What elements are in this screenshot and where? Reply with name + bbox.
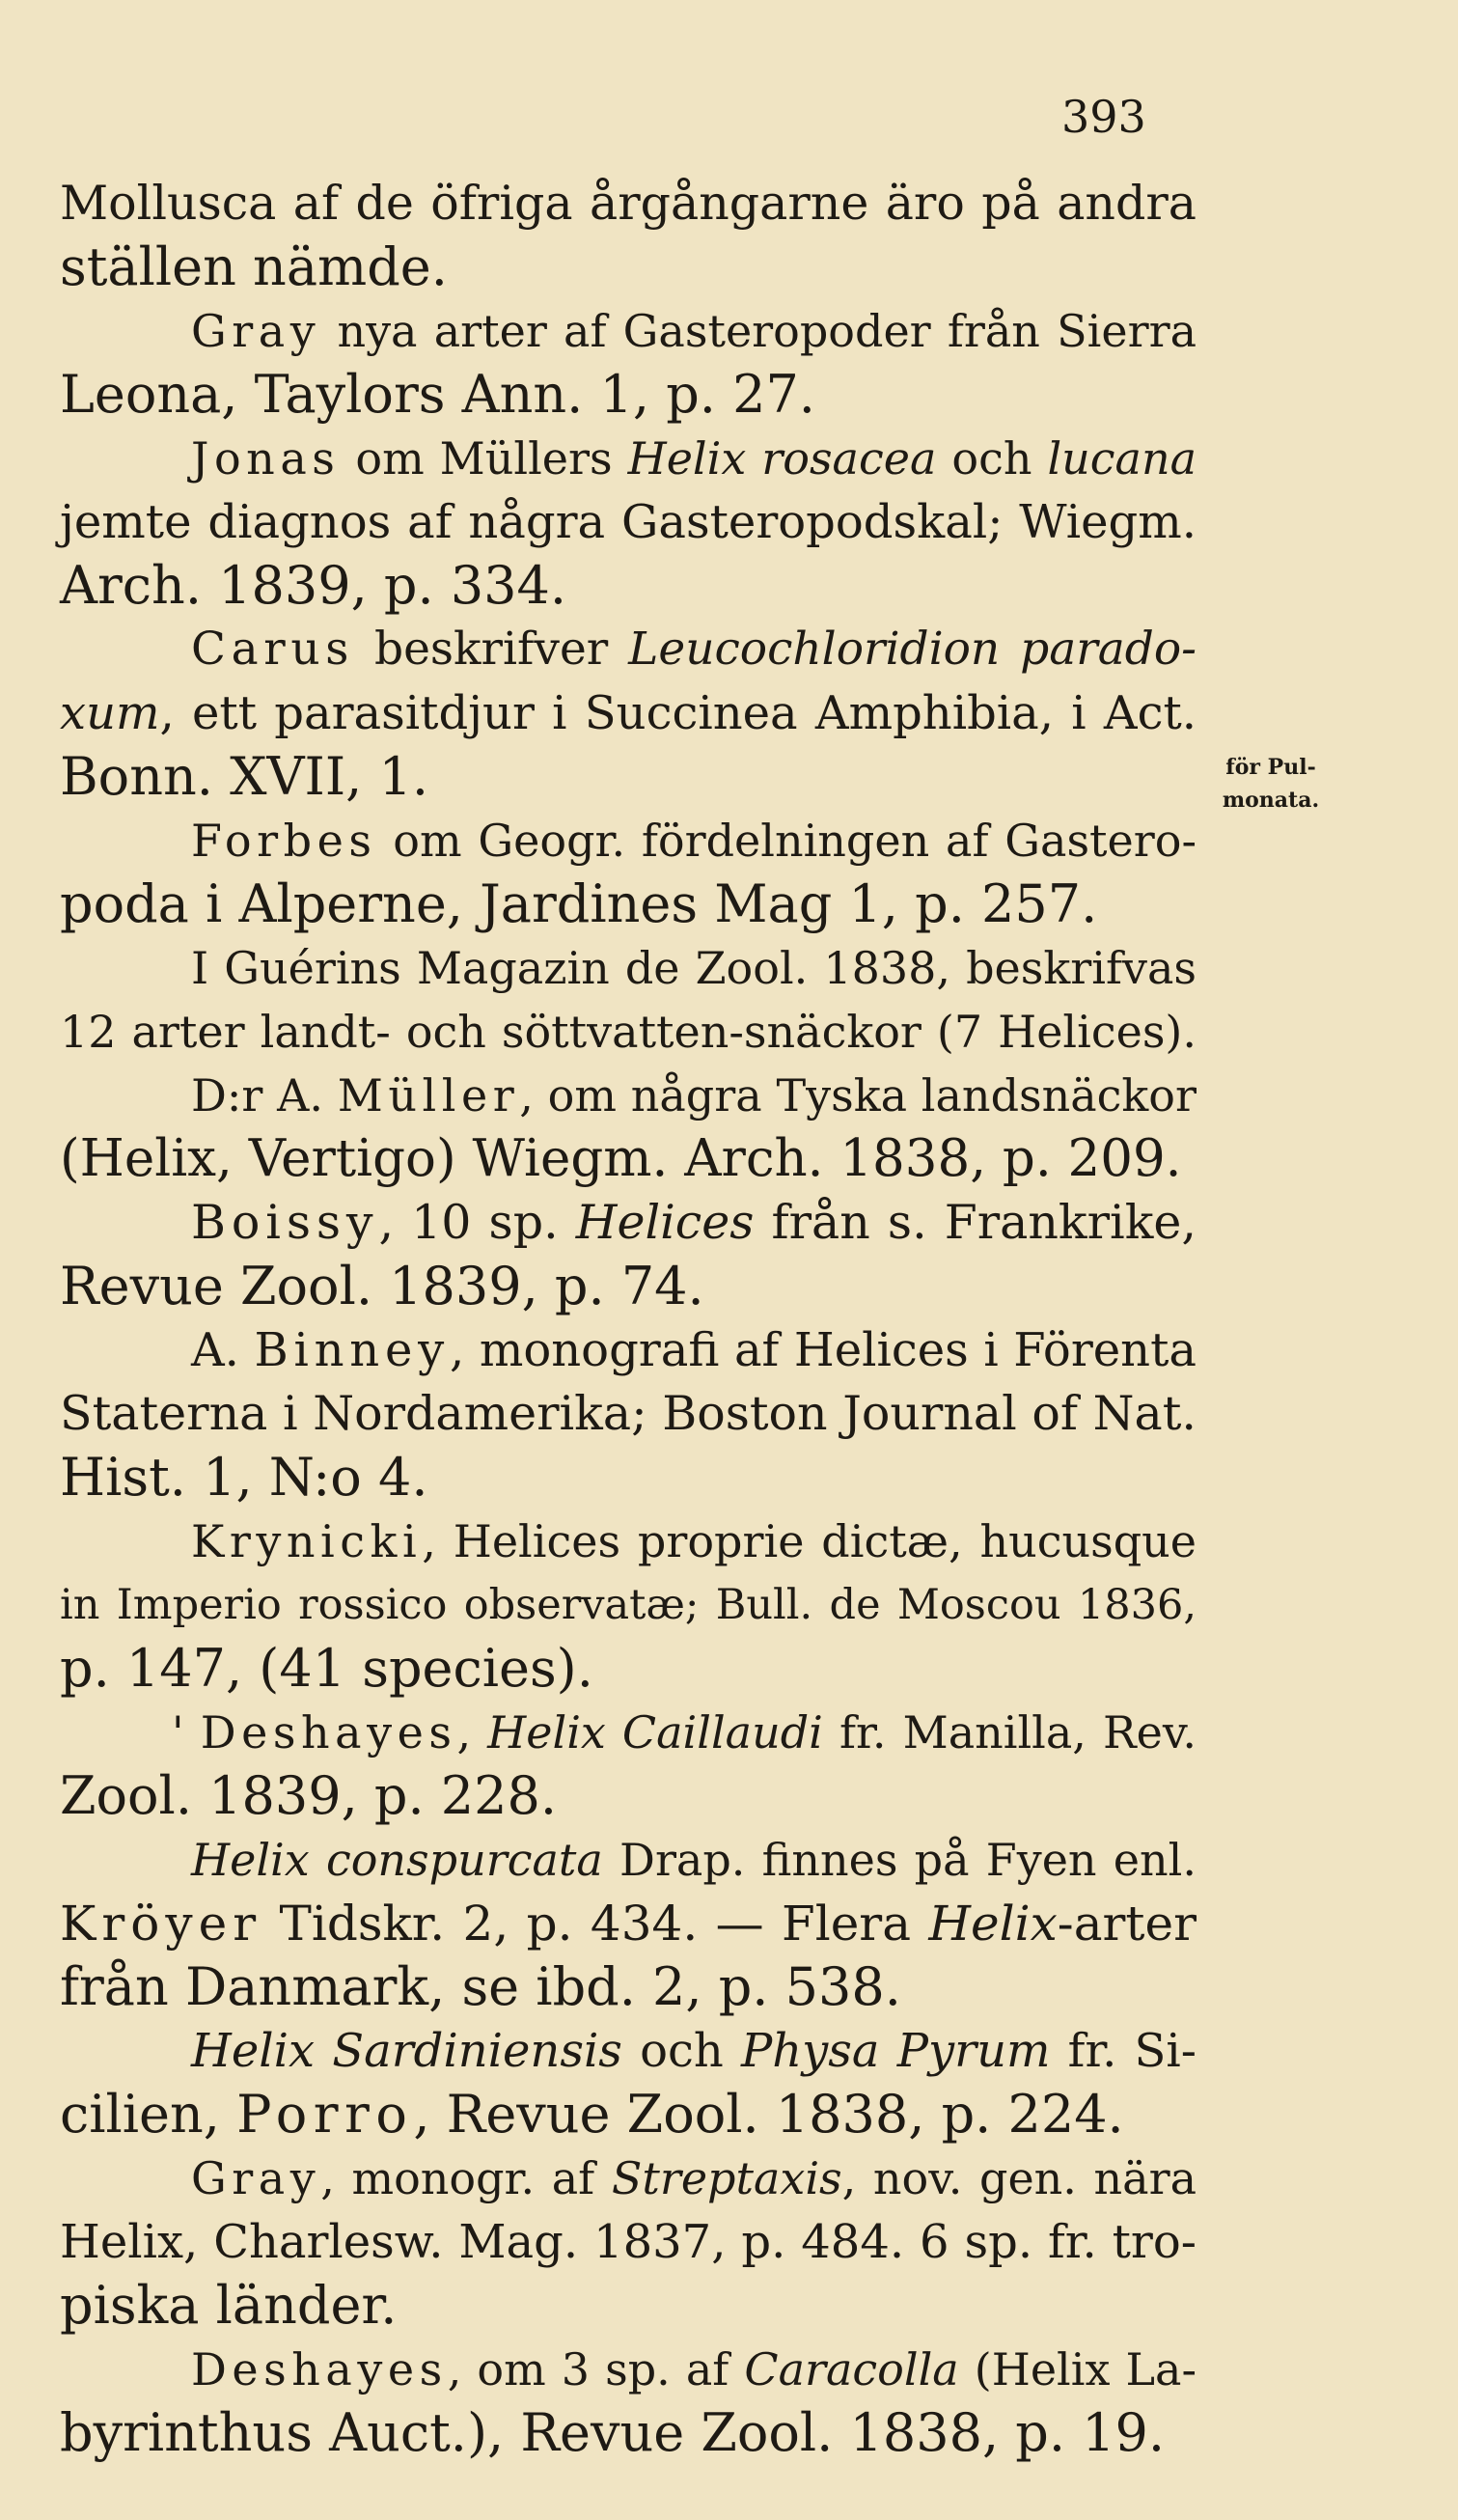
- text-line: jemte diagnos af några Gasteropodskal; Wiegm.: [60, 495, 1197, 549]
- entry-krynicki: Krynicki, Helices proprie dictæ, hucusque: [191, 1515, 1197, 1567]
- text-line: Leona, Taylors Ann. 1, p. 27.: [60, 364, 815, 425]
- text-line: cilien, Porro, Revue Zool. 1838, p. 224.: [60, 2084, 1124, 2145]
- entry-binney: A. Binney, monografi af Helices i Förenta: [191, 1323, 1197, 1377]
- author-name: Gray: [191, 2152, 321, 2204]
- text-line: från Danmark, se ibd. 2, p. 538.: [60, 1956, 901, 2017]
- author-name: Boissy: [191, 1195, 379, 1250]
- margin-note: [1208, 751, 1334, 817]
- margin-note-line: monata.: [1222, 788, 1320, 813]
- author-name: Porro: [236, 2084, 414, 2145]
- entry-helix-conspurcata: Helix conspurcata Drap. finnes på Fyen enl.: [191, 1834, 1197, 1886]
- entry-boissy: Boissy, 10 sp. Helices från s. Frankrike,: [191, 1195, 1197, 1250]
- entry-guerin: I Guérins Magazin de Zool. 1838, beskrifvas: [191, 942, 1197, 994]
- author-name: Krynicki: [191, 1515, 423, 1567]
- margin-note-line: för Pul-: [1225, 755, 1316, 780]
- page-number: 393: [1061, 91, 1146, 143]
- text-line: Kröyer Tidskr. 2, p. 434. — Flera Helix-arter: [60, 1896, 1197, 1952]
- text-line: Hist. 1, N:o 4.: [60, 1447, 428, 1508]
- text-line: Staterna i Nordamerika; Boston Journal of Nat.: [60, 1386, 1197, 1441]
- text-line: piska länder.: [60, 2275, 398, 2336]
- author-name: Kröyer: [60, 1896, 262, 1952]
- text-line: in Imperio rossico observatæ; Bull. de Moscou 1836,: [60, 1581, 1197, 1629]
- entry-forbes: Forbes om Geogr. fördelningen af Gastero-: [191, 815, 1197, 867]
- author-name: Binney: [254, 1323, 451, 1377]
- entry-muller: D:r A. Müller, om några Tyska landsnäckor: [191, 1069, 1197, 1122]
- text-line: byrinthus Auct.), Revue Zool. 1838, p. 19.: [60, 2402, 1166, 2463]
- entry-carus: Carus beskrifver Leucochloridion parado-: [191, 623, 1197, 676]
- entry-gray-1: Gray nya arter af Gasteropoder från Sierra: [191, 305, 1197, 357]
- entry-deshayes-2: Deshayes, om 3 sp. af Caracolla (Helix La-: [191, 2343, 1197, 2395]
- text-line: Arch. 1839, p. 334.: [60, 555, 567, 616]
- text-line: poda i Alperne, Jardines Mag 1, p. 257.: [60, 873, 1098, 934]
- text-line: Zool. 1839, p. 228.: [60, 1765, 558, 1826]
- author-name: Forbes: [191, 815, 377, 867]
- author-name: Deshayes: [191, 2343, 448, 2395]
- text-line: Mollusca af de öfriga årgångarne äro på andra: [60, 176, 1197, 231]
- text-line: Revue Zool. 1839, p. 74.: [60, 1256, 704, 1316]
- entry-jonas: Jonas om Müllers Helix rosacea och lucana: [191, 432, 1197, 485]
- text-line: 12 arter landt- och söttvatten-snäckor (7 Helices).: [60, 1006, 1197, 1058]
- entry-gray-2: Gray, monogr. af Streptaxis, nov. gen. nära: [191, 2152, 1197, 2204]
- text-line: ställen nämde.: [60, 236, 448, 297]
- author-name: Deshayes: [200, 1706, 457, 1758]
- text-line: (Helix, Vertigo) Wiegm. Arch. 1838, p. 209.: [60, 1129, 1182, 1188]
- entry-deshayes-1: ' Deshayes, Helix Caillaudi fr. Manilla, Rev.: [172, 1706, 1197, 1758]
- author-name: Jonas: [191, 432, 341, 485]
- text-line: p. 147, (41 species).: [60, 1638, 593, 1699]
- text-line: xum, ett parasitdjur i Succinea Amphibia, i Act.: [60, 686, 1197, 740]
- author-name: Müller: [337, 1069, 520, 1122]
- author-name: Carus: [191, 623, 355, 676]
- entry-helix-sardiniensis: Helix Sardiniensis och Physa Pyrum fr. Si-: [191, 2024, 1197, 2078]
- text-line: Helix, Charlesw. Mag. 1837, p. 484. 6 sp. fr. tro-: [60, 2215, 1197, 2269]
- author-name: Gray: [191, 305, 321, 357]
- text-line: Bonn. XVII, 1.: [60, 746, 429, 807]
